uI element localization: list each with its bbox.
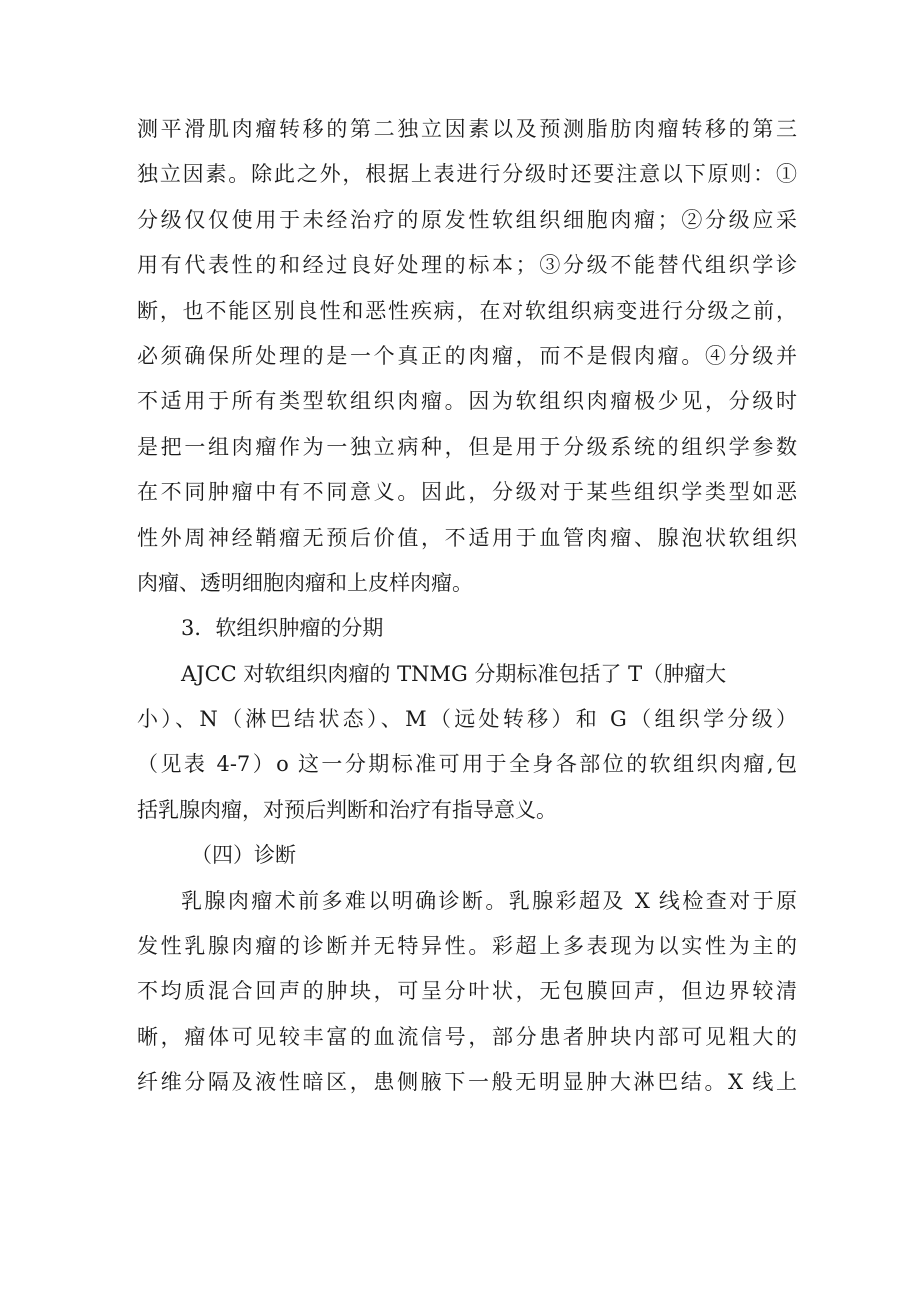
text-line: AJCC 对软组织肉瘤的 TNMG 分期标准包括了 T（肿瘤大: [181, 661, 727, 686]
text-line: 不适用于所有类型软组织肉瘤。因为软组织肉瘤极少见，分级时: [137, 389, 797, 414]
text-line: 纤维分隔及液性暗区，患侧腋下一般无明显肿大淋巴结。X 线上: [137, 1070, 797, 1095]
text-line: 用有代表性的和经过良好处理的标本；③分级不能替代组织学诊: [137, 253, 797, 278]
text-line: 小）、N（淋巴结状态）、M（远处转移）和 G（组织学分级）: [137, 707, 797, 732]
text-line: 分级仅仅使用于未经治疗的原发性软组织细胞肉瘤；②分级应采: [137, 207, 797, 232]
text-line: 发性乳腺肉瘤的诊断并无特异性。彩超上多表现为以实性为主的: [137, 934, 797, 959]
section-heading: （四）诊断: [191, 843, 296, 868]
text-line: 测平滑肌肉瘤转移的第二独立因素以及预测脂肪肉瘤转移的第三: [137, 117, 797, 141]
text-line: 括乳腺肉瘤，对预后判断和治疗有指导意义。: [137, 797, 557, 822]
document-body: [137, 107, 797, 1106]
section-heading: 3．软组织肿瘤的分期: [181, 616, 384, 641]
text-line: 在不同肿瘤中有不同意义。因此，分级对于某些组织学类型如恶: [137, 480, 797, 505]
text-line: 必须确保所处理的是一个真正的肉瘤，而不是假肉瘤。④分级并: [137, 343, 797, 368]
text-line: 晰，瘤体可见较丰富的血流信号，部分患者肿块内部可见粗大的: [137, 1024, 797, 1049]
text-line: 乳腺肉瘤术前多难以明确诊断。乳腺彩超及 X 线检查对于原: [181, 888, 797, 913]
text-line: 断，也不能区别良性和恶性疾病，在对软组织病变进行分级之前，: [137, 298, 797, 323]
text-line: 肉瘤、透明细胞肉瘤和上皮样肉瘤。: [137, 570, 473, 595]
text-line: （见表 4-7）o 这一分期标准可用于全身各部位的软组织肉瘤,包: [137, 752, 797, 777]
text-line: 性外周神经鞘瘤无预后价值，不适用于血管肉瘤、腺泡状软组织: [137, 525, 797, 550]
text-line: 不均质混合回声的肿块，可呈分叶状，无包膜回声，但边界较清: [137, 979, 797, 1004]
text-line: 独立因素。除此之外，根据上表进行分级时还要注意以下原则：①: [137, 162, 797, 187]
text-line: 是把一组肉瘤作为一独立病种，但是用于分级系统的组织学参数: [137, 434, 797, 459]
